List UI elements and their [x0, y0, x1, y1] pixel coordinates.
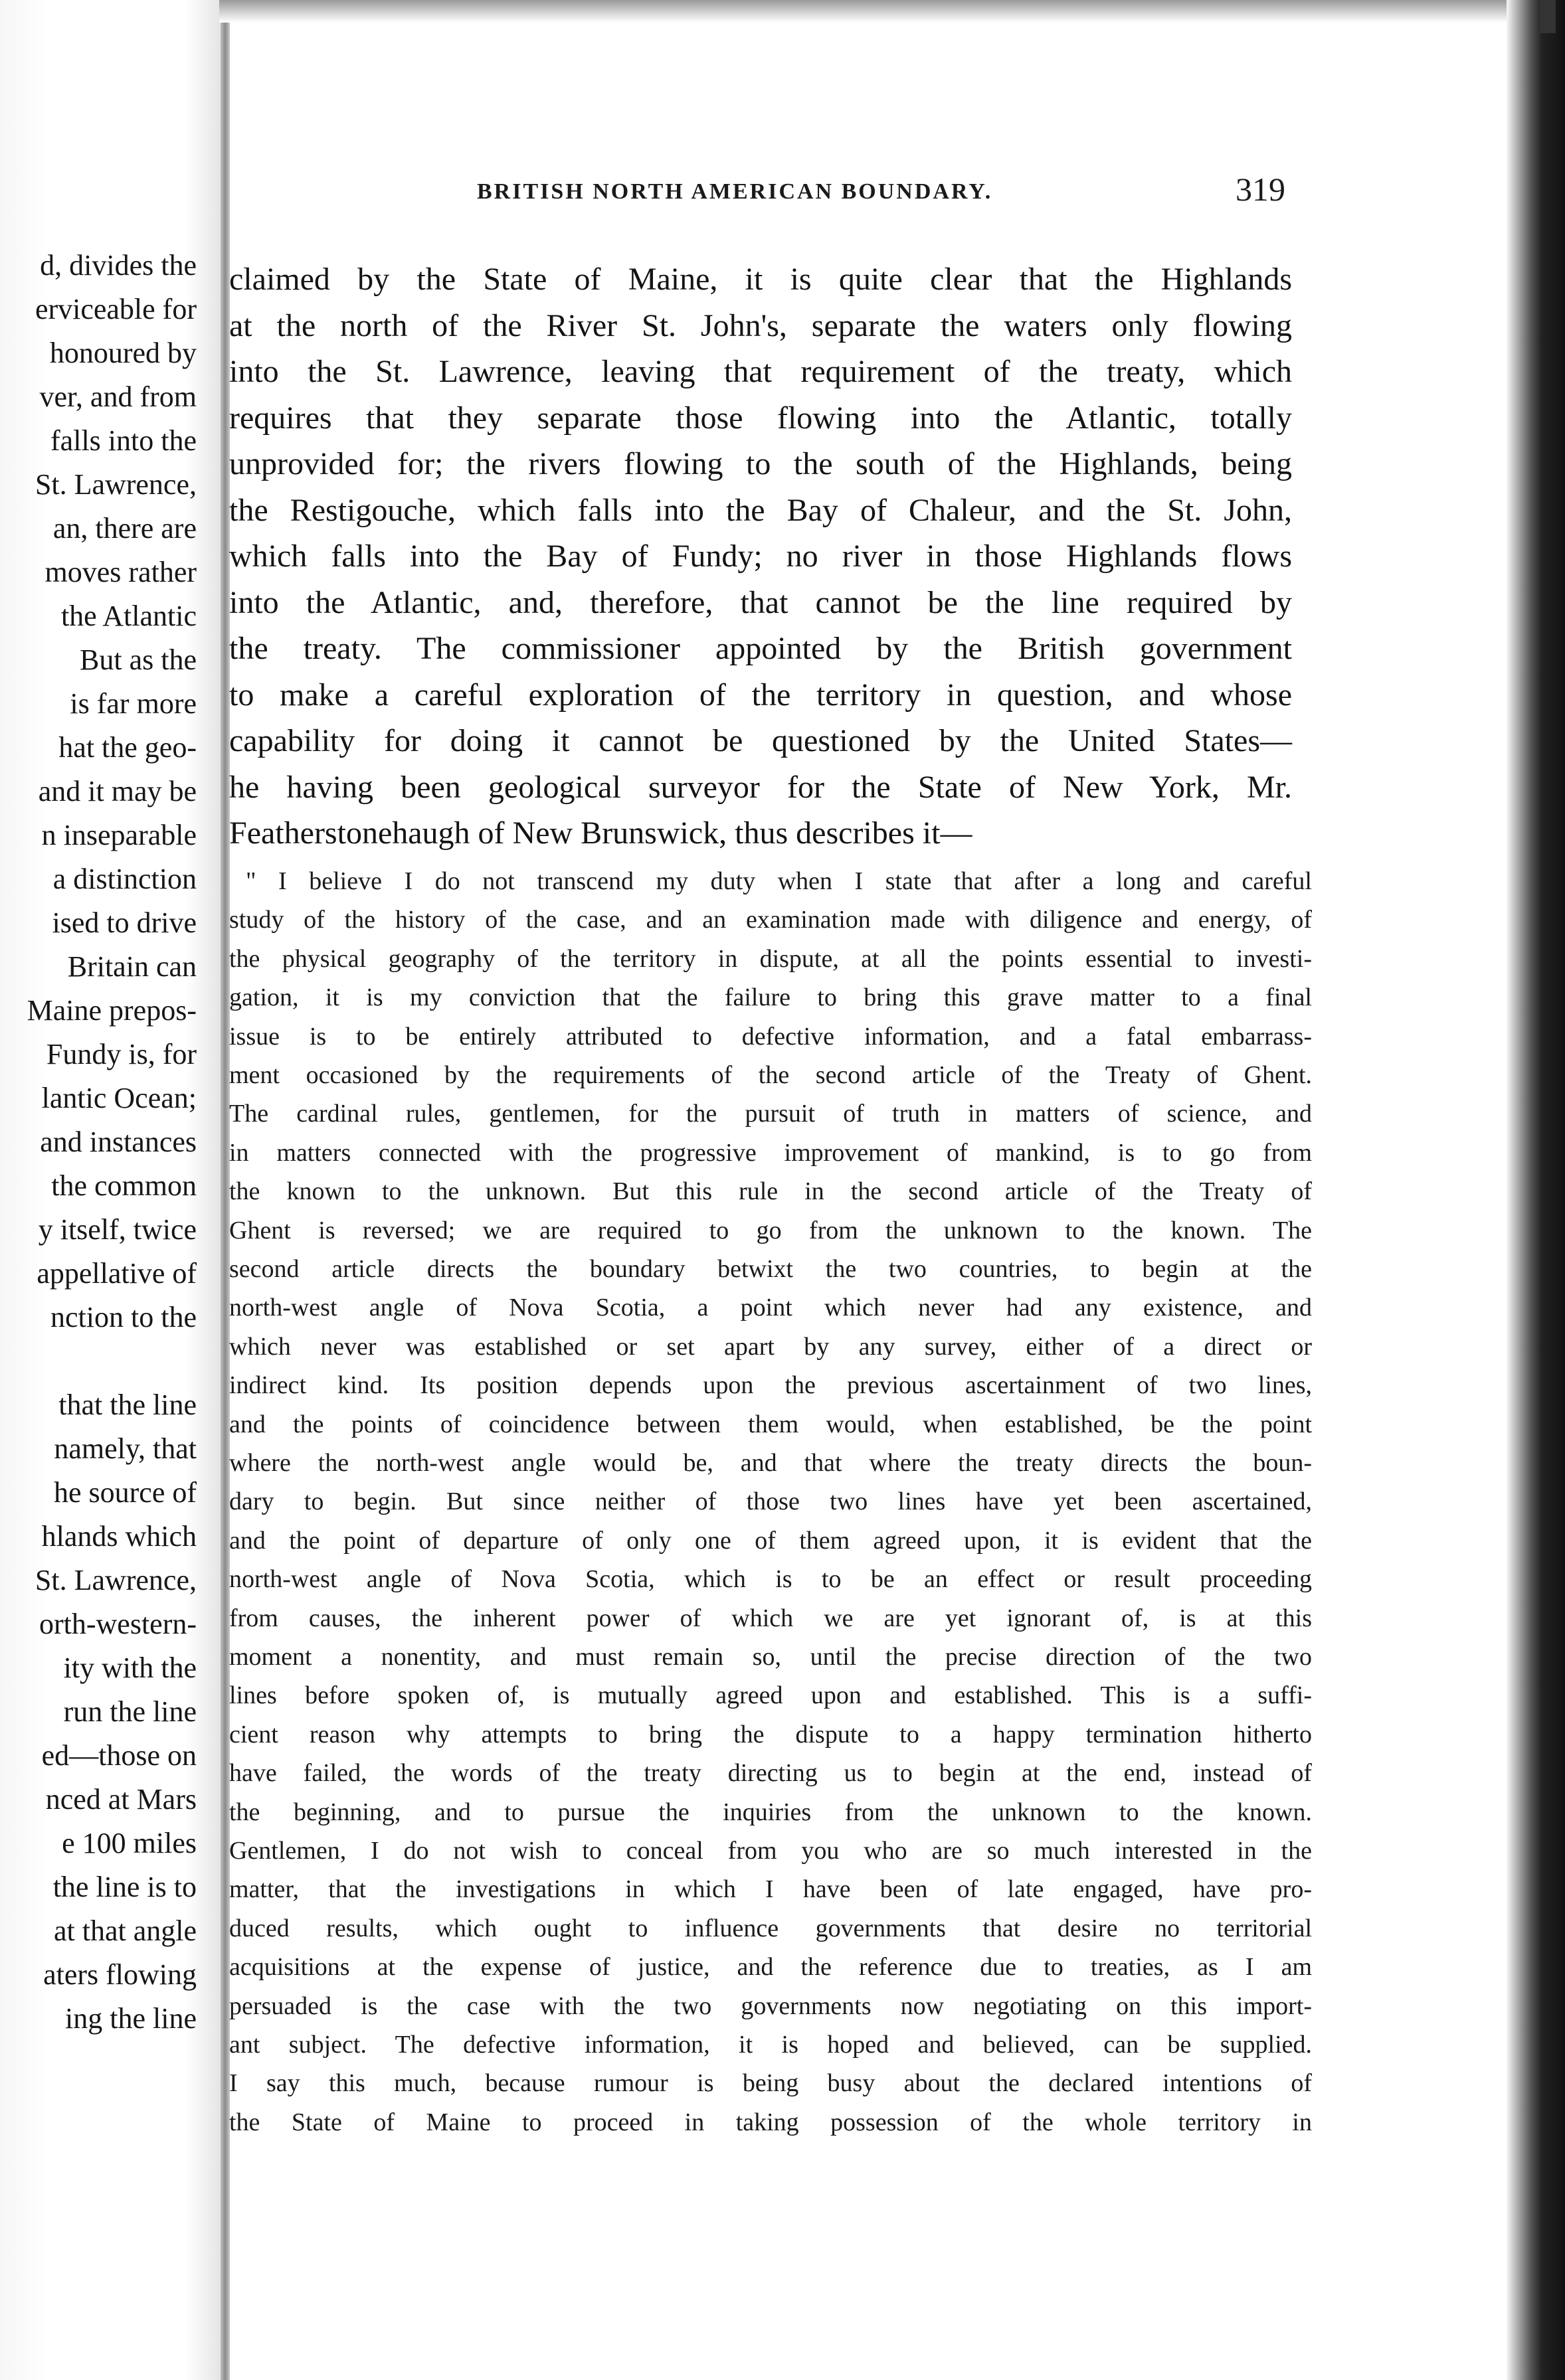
- left-page-line: n inseparable: [41, 819, 197, 851]
- left-page-line: But as the: [80, 643, 197, 676]
- quote-line: the beginning, and to pursue the inquiries from the unknown to the known.: [229, 1798, 1312, 1826]
- left-page-line: ity with the: [63, 1652, 197, 1684]
- left-page-line: the common: [51, 1169, 197, 1202]
- body-line: which falls into the Bay of Fundy; no river in those Highlands flows: [229, 539, 1292, 574]
- left-page-line: St. Lawrence,: [35, 1564, 197, 1596]
- quote-line: The cardinal rules, gentlemen, for the pursuit of truth in matters of science, and: [229, 1100, 1312, 1128]
- left-page-line: ing the line: [65, 2002, 197, 2035]
- left-page-line: honoured by: [49, 337, 197, 369]
- left-page-line: erviceable for: [35, 293, 197, 325]
- left-page-line: hlands which: [41, 1520, 197, 1553]
- left-page-line: falls into the: [50, 424, 197, 457]
- body-line: the Restigouche, which falls into the Bay of Chaleur, and the St. John,: [229, 492, 1292, 528]
- quote-line: the State of Maine to proceed in taking possession of the whole territory in: [229, 2108, 1312, 2136]
- left-page-line: namely, that: [54, 1432, 197, 1465]
- left-page-line: nction to the: [50, 1301, 197, 1333]
- left-page-line: nced at Mars: [45, 1783, 197, 1816]
- left-page-line: is far more: [70, 687, 197, 720]
- quote-line: " I believe I do not transcend my duty when I state that after a long and careful: [246, 867, 1312, 895]
- left-page-line: hat the geo-: [58, 731, 197, 764]
- quote-line: acquisitions at the expense of justice, and the reference due to treaties, as I am: [229, 1953, 1312, 1982]
- left-page-line: run the line: [63, 1695, 197, 1728]
- top-shadow: [219, 0, 1538, 23]
- quote-line: indirect kind. Its position depends upon the previous ascertainment of two lines,: [229, 1371, 1312, 1400]
- quote-line: ment occasioned by the requirements of the second article of the Treaty of Ghent.: [229, 1061, 1312, 1089]
- left-page-line: aters flowing: [43, 1958, 197, 1991]
- left-page-line: e 100 miles: [62, 1827, 197, 1859]
- quote-line: persuaded is the case with the two governments now negotiating on this import-: [229, 1992, 1312, 2020]
- quote-line: Gentlemen, I do not wish to conceal from you who are so much interested in the: [229, 1837, 1312, 1865]
- quote-line: and the points of coincidence between them would, when established, be the point: [229, 1410, 1312, 1438]
- body-line: capability for doing it cannot be questioned by the United States—: [229, 723, 1292, 758]
- left-page-line: lantic Ocean;: [41, 1082, 197, 1114]
- left-page-line: moves rather: [45, 556, 197, 588]
- left-page-line: at that angle: [53, 1914, 197, 1947]
- left-page-line: Fundy is, for: [46, 1038, 197, 1070]
- body-line: the treaty. The commissioner appointed by the British government: [229, 631, 1292, 666]
- body-line: requires that they separate those flowing into the Atlantic, totally: [229, 400, 1292, 436]
- quote-line: issue is to be entirely attributed to defective information, and a fatal embarrass-: [229, 1022, 1312, 1051]
- running-title: BRITISH NORTH AMERICAN BOUNDARY.: [477, 179, 993, 204]
- left-page-line: the Atlantic: [60, 600, 197, 632]
- left-page-line: he source of: [53, 1476, 197, 1509]
- quote-line: second article directs the boundary betwixt the two countries, to begin at the: [229, 1255, 1312, 1283]
- left-page-line: St. Lawrence,: [35, 468, 197, 501]
- quote-line: moment a nonentity, and must remain so, until the precise direction of the two: [229, 1643, 1312, 1671]
- quote-line: in matters connected with the progressive improvement of mankind, is to go from: [229, 1138, 1312, 1167]
- quote-line: the known to the unknown. But this rule in the second article of the Treaty of: [229, 1177, 1312, 1206]
- quote-line: Ghent is reversed; we are required to go from the unknown to the known. The: [229, 1216, 1312, 1244]
- left-page-line: and instances: [40, 1126, 197, 1158]
- quote-line: the physical geography of the territory in dispute, at all the points essential to investi-: [229, 944, 1312, 973]
- quote-line: and the point of departure of only one of them agreed upon, it is evident that the: [229, 1526, 1312, 1555]
- body-line: unprovided for; the rivers flowing to the south of the Highlands, being: [229, 446, 1292, 481]
- quote-line: north-west angle of Nova Scotia, a point which never had any existence, and: [229, 1294, 1312, 1322]
- quote-line: dary to begin. But since neither of those two lines have yet been ascertained,: [229, 1488, 1312, 1516]
- left-page-line: d, divides the: [40, 249, 197, 282]
- left-page-line: and it may be: [38, 775, 197, 808]
- quote-line: from causes, the inherent power of which we are yet ignorant of, is at this: [229, 1604, 1312, 1632]
- left-page-line: y itself, twice: [38, 1213, 197, 1246]
- body-line: claimed by the State of Maine, it is quite clear that the Highlands: [229, 262, 1292, 297]
- body-line: at the north of the River St. John's, separate the waters only flowing: [229, 307, 1292, 343]
- right-page-edge: [1507, 0, 1565, 2380]
- quote-line: ant subject. The defective information, it is hoped and believed, can be supplied.: [229, 2031, 1312, 2059]
- left-page-line: a distinction: [52, 863, 197, 895]
- quote-line: I say this much, because rumour is being busy about the declared intentions of: [229, 2069, 1312, 2098]
- quote-line: study of the history of the case, and an examination made with diligence and energy, of: [229, 906, 1312, 934]
- quote-line: have failed, the words of the treaty directing us to begin at the end, instead of: [229, 1759, 1312, 1788]
- body-line: he having been geological surveyor for the State of New York, Mr.: [229, 769, 1292, 805]
- body-line: Featherstonehaugh of New Brunswick, thus describes it—: [229, 815, 972, 851]
- left-page-line: ed—those on: [41, 1739, 197, 1772]
- quote-line: lines before spoken of, is mutually agreed upon and established. This is a suffi-: [229, 1681, 1312, 1710]
- quote-line: matter, that the investigations in which I have been of late engaged, have pro-: [229, 1875, 1312, 1904]
- left-page-line: that the line: [58, 1389, 197, 1421]
- body-line: into the Atlantic, and, therefore, that cannot be the line required by: [229, 584, 1292, 620]
- left-page-line: Maine prepos-: [27, 994, 197, 1027]
- left-page-line: appellative of: [37, 1257, 197, 1290]
- left-page-line: the line is to: [52, 1871, 197, 1903]
- quote-line: where the north-west angle would be, and that where the treaty directs the boun-: [229, 1449, 1312, 1477]
- left-page-line: ver, and from: [39, 381, 197, 413]
- page-number: 319: [1236, 171, 1285, 208]
- book-spine: [221, 0, 230, 2380]
- body-line: to make a careful exploration of the territory in question, and whose: [229, 677, 1292, 713]
- quote-line: which never was established or set apart by any survey, either of a direct or: [229, 1332, 1312, 1361]
- body-line: into the St. Lawrence, leaving that requirement of the treaty, which: [229, 354, 1292, 389]
- left-page-line: an, there are: [52, 512, 197, 545]
- left-page-line: Britain can: [67, 950, 197, 983]
- left-page-line: orth-western-: [39, 1608, 197, 1640]
- corner-mark: [1540, 0, 1556, 33]
- left-page-line: ised to drive: [52, 906, 197, 939]
- quote-line: cient reason why attempts to bring the dispute to a happy termination hitherto: [229, 1720, 1312, 1748]
- quote-line: gation, it is my conviction that the failure to bring this grave matter to a final: [229, 983, 1312, 1012]
- quote-line: north-west angle of Nova Scotia, which is to be an effect or result proceeding: [229, 1565, 1312, 1594]
- quote-line: duced results, which ought to influence governments that desire no territorial: [229, 1914, 1312, 1942]
